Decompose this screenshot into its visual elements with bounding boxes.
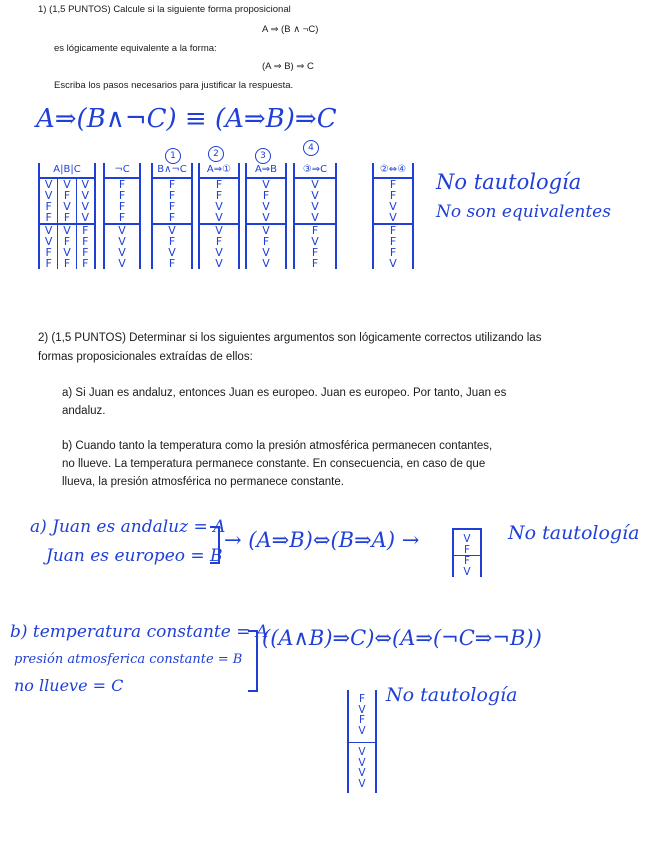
table-header: ②⇔④ xyxy=(374,163,412,179)
q1-formula1: A ⇒ (B ∧ ¬C) xyxy=(262,24,319,35)
q1-formula2: (A ⇒ B) ⇒ C xyxy=(262,61,314,72)
hw-b-values: F V F V V V V V xyxy=(347,690,377,793)
table-header: B∧¬C xyxy=(153,163,191,179)
step-circle-4: 4 xyxy=(303,140,319,156)
table-header: A⇒B xyxy=(247,163,285,179)
hw-a-formula: → (A⇒B)⇔(B⇒A) → xyxy=(224,528,420,552)
hw-a-def2: Juan es europeo = B xyxy=(46,546,223,566)
truth-table-2-iff-4: ②⇔④ F F V V F F F V xyxy=(372,163,414,269)
hw-a-conclusion: No tautología xyxy=(508,522,640,544)
conclusion-no-equivalentes: No son equivalentes xyxy=(436,202,611,222)
q2-title-cont: formas proposicionales extraídas de ellos: xyxy=(38,351,253,363)
truth-table-3-implies-c: ③⇒C V V V V F V F F xyxy=(293,163,337,269)
q2-a-line1: a) Si Juan es andaluz, entonces Juan es europeo. Juan es europeo. Por tanto, Juan es xyxy=(62,387,507,399)
handwritten-equation: A⇒(B∧¬C) ≡ (A⇒B)⇒C xyxy=(36,104,337,134)
table-header: ③⇒C xyxy=(295,163,335,179)
conclusion-no-tautologia: No tautología xyxy=(436,170,582,194)
q2-b-line3: llueva, la presión atmosférica no permanece constante. xyxy=(62,476,344,488)
hw-b-def2: presión atmosferica constante = B xyxy=(14,652,243,667)
hw-a-bracket xyxy=(210,526,220,564)
hw-b-formula: ((A∧B)⇒C)⇔(A⇒(¬C⇒¬B)) xyxy=(262,626,542,650)
truth-table-a-implies-1: A⇒① F F V V V F V V xyxy=(198,163,240,269)
truth-table-a-implies-b: A⇒B V F V V V F V V xyxy=(245,163,287,269)
truth-table-b-and-not-c: B∧¬C F F F F V F V F xyxy=(151,163,193,269)
hw-b-conclusion: No tautología xyxy=(386,684,518,706)
q2-title: 2) (1,5 PUNTOS) Determinar si los siguientes argumentos son lógicamente correctos utilizando las xyxy=(38,332,542,344)
q2-b-line2: no llueve. La temperatura permanece constante. En consecuencia, en caso de que xyxy=(62,458,486,470)
hw-b-def1: b) temperatura constante = A xyxy=(10,622,269,642)
hw-b-def3: no llueve = C xyxy=(14,676,124,695)
q1-middle: es lógicamente equivalente a la forma: xyxy=(54,43,217,54)
table-header: A|B|C xyxy=(40,163,94,179)
q2-b-line1: b) Cuando tanto la temperatura como la presión atmosférica permanecen contantes, xyxy=(62,440,493,452)
table-header: ¬C xyxy=(105,163,139,179)
table-header: A⇒① xyxy=(200,163,238,179)
step-circle-2: 2 xyxy=(208,146,224,162)
hw-b-bracket xyxy=(248,630,258,692)
step-circle-1: 1 xyxy=(165,148,181,164)
truth-table-abc: A|B|C V V V V F V F V V F F V V V F V F F F V F F F F xyxy=(38,163,96,269)
step-circle-3: 3 xyxy=(255,148,271,164)
hw-a-def1: a) Juan es andaluz = A xyxy=(30,517,226,537)
q1-title: 1) (1,5 PUNTOS) Calcule si la siguiente forma proposicional xyxy=(38,4,291,15)
hw-a-values: V F F V xyxy=(452,528,482,577)
q1-instruction: Escriba los pasos necesarios para justificar la respuesta. xyxy=(54,80,294,91)
q2-a-line2: andaluz. xyxy=(62,405,106,417)
truth-table-not-c: ¬C F F F F V V V V xyxy=(103,163,141,269)
